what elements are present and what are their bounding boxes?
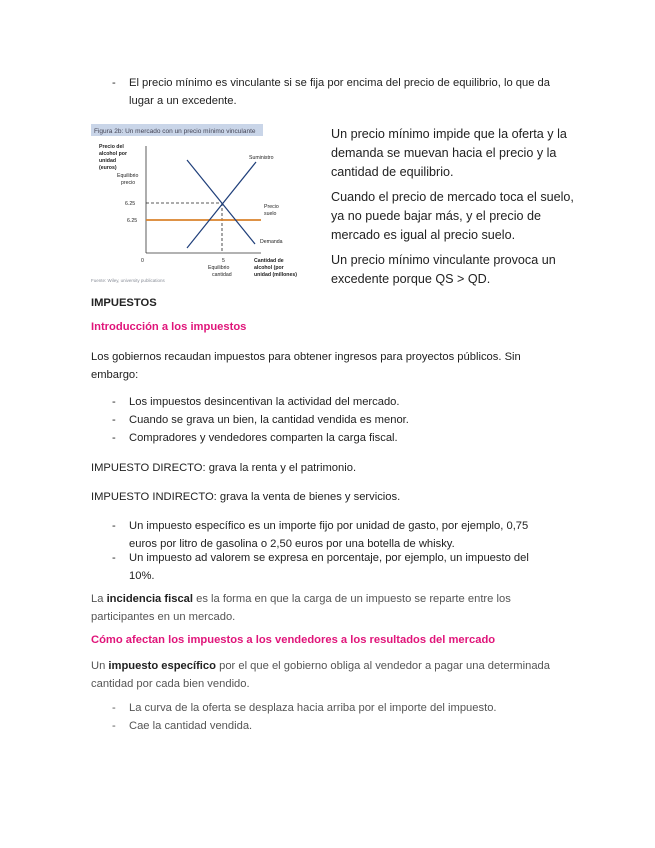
right-paragraph-1: Un precio mínimo impide que la oferta y la demanda se muevan hacia el precio y la cantidad de equilibrio.	[331, 127, 567, 179]
x-axis-label: Cantidad de alcohol (por unidad (millones)	[254, 258, 297, 278]
bullet-burden-shared: Compradores y vendedores comparten la carga fiscal.	[129, 432, 398, 444]
direct-tax-line: IMPUESTO DIRECTO: grava la renta y el patrimonio.	[91, 462, 357, 474]
bullet-dash: -	[112, 720, 116, 732]
bullet-dash: -	[112, 396, 116, 408]
bullet-dash: -	[112, 432, 116, 444]
bullet-disincentive: Los impuestos desincentivan la actividad del mercado.	[129, 396, 400, 408]
specific-tax-term: impuesto específico	[108, 660, 216, 672]
right-paragraph-2: Cuando el precio de mercado toca el suelo, ya no puede bajar más, y el precio de mercado es igual al precio suelo.	[331, 190, 574, 242]
incidence-paragraph: La incidencia fiscal es la forma en que la carga de un impuesto se reparte entre los participantes en un mercado.	[91, 593, 511, 623]
right-paragraph-3: Un precio mínimo vinculante provoca un excedente porque QS > QD.	[331, 253, 556, 286]
price-floor-figure	[91, 124, 297, 288]
tick-price-high: 6.25	[125, 201, 136, 207]
tick-price-low: 6.25	[127, 218, 138, 224]
figure-source: Fuente: Wiley, university publications	[91, 278, 165, 283]
section-title: IMPUESTOS	[91, 297, 157, 309]
tick-equilibrium-quantity: 5	[222, 258, 225, 264]
indirect-tax-line: IMPUESTO INDIRECTO: grava la venta de bienes y servicios.	[91, 491, 401, 503]
bullet-quantity-lower: Cuando se grava un bien, la cantidad vendida es menor.	[129, 414, 409, 426]
specific-tax-paragraph: Un impuesto específico por el que el gobierno obliga al vendedor a pagar una determinada cantidad por cada bien vendido.	[91, 660, 550, 690]
supply-label: Suministro	[249, 155, 274, 161]
demand-curve	[187, 160, 255, 244]
demand-label: Demanda	[260, 239, 283, 245]
intro-bullet-text: El precio mínimo es vinculante si se fija por encima del precio de equilibrio, lo que da lugar a un excedente.	[129, 77, 550, 107]
paragraph-governments: Los gobiernos recaudan impuestos para obtener ingresos para proyectos públicos. Sin embargo:	[91, 351, 521, 381]
figure-caption: Figura 2b: Un mercado con un precio mínimo vinculante	[94, 128, 256, 135]
bullet-quantity-falls: Cae la cantidad vendida.	[129, 720, 253, 732]
price-floor-label: Precio suelo	[264, 204, 279, 217]
tick-origin: 0	[141, 258, 144, 264]
bullet-specific-tax: Un impuesto específico es un importe fijo por unidad de gasto, por ejemplo, 0,75 euros por litro de gasolina o 2,50 euros por una botella de whisky.	[129, 520, 529, 550]
subtitle-tax-effects: Cómo afectan los impuestos a los vendedores a los resultados del mercado	[91, 634, 496, 646]
bullet-dash: -	[112, 552, 116, 564]
bullet-dash: -	[112, 77, 116, 89]
y-axis-label: Precio del alcohol por unidad (euros)	[99, 144, 127, 171]
incidence-term: incidencia fiscal	[106, 593, 193, 605]
equilibrium-price-label: Equilibrio precio	[117, 173, 139, 186]
bullet-dash: -	[112, 702, 116, 714]
subtitle-intro-taxes: Introducción a los impuestos	[91, 321, 247, 333]
bullet-ad-valorem-tax: Un impuesto ad valorem se expresa en porcentaje, por ejemplo, un impuesto del 10%.	[129, 552, 529, 582]
equilibrium-quantity-label: Equilibrio cantidad	[208, 265, 232, 278]
bullet-supply-shift: La curva de la oferta se desplaza hacia arriba por el importe del impuesto.	[129, 702, 497, 714]
supply-curve	[187, 162, 256, 248]
bullet-dash: -	[112, 414, 116, 426]
bullet-dash: -	[112, 520, 116, 532]
